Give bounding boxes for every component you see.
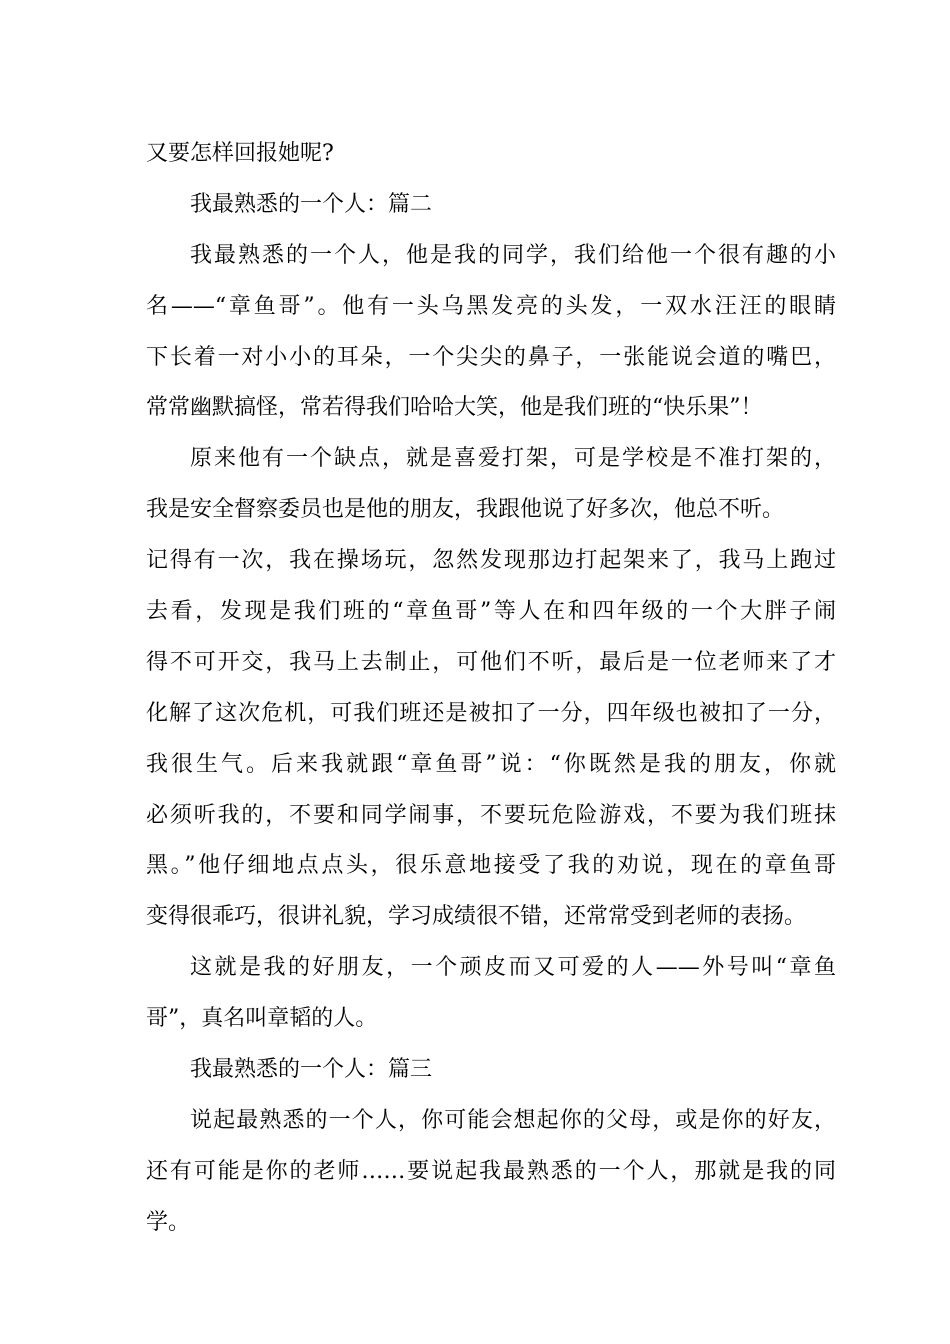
paragraph-first-line: 说起最熟悉的一个人，你可能会想起你的父母，或是你的好友， (190, 1107, 836, 1133)
document-body (146, 129, 836, 1249)
text-line: 下长着一对小小的耳朵，一个尖尖的鼻子，一张能说会道的嘴巴， (146, 344, 836, 370)
text-line: 常常幽默搞怪，常若得我们哈哈大笑，他是我们班的“快乐果”！ (146, 395, 763, 421)
text-line: 还有可能是你的老师……要说起我最熟悉的一个人，那就是我的同 (146, 1158, 836, 1184)
paragraph-first-line: 我最熟悉的一个人，他是我的同学，我们给他一个很有趣的小 (190, 242, 836, 268)
text-line: 去看，发现是我们班的“章鱼哥”等人在和四年级的一个大胖子闹 (146, 599, 836, 625)
text-line: 得不可开交，我马上去制止，可他们不听，最后是一位老师来了才 (146, 649, 836, 675)
text-line: 我是安全督察委员也是他的朋友，我跟他说了好多次，他总不听。 (146, 497, 785, 523)
text-line: 又要怎样回报她呢? (146, 141, 334, 166)
text-line: 名——“章鱼哥”。他有一头乌黑发亮的头发，一双水汪汪的眼睛 (146, 293, 836, 319)
paragraph-first-line: 我最熟悉的一个人：篇三 (190, 1057, 433, 1083)
paragraph-first-line: 我最熟悉的一个人：篇二 (190, 191, 433, 217)
text-line: 哥”，真名叫章韬的人。 (146, 1006, 378, 1032)
paragraph-first-line: 这就是我的好朋友，一个顽皮而又可爱的人——外号叫“章鱼 (190, 955, 836, 981)
text-line: 化解了这次危机，可我们班还是被扣了一分，四年级也被扣了一分， (146, 700, 836, 726)
text-line: 记得有一次，我在操场玩，忽然发现那边打起架来了，我马上跑过 (146, 548, 836, 574)
text-line: 我很生气。后来我就跟“章鱼哥”说：“你既然是我的朋友，你就 (146, 751, 836, 777)
paragraph-first-line: 原来他有一个缺点，就是喜爱打架，可是学校是不准打架的， (190, 446, 836, 472)
text-line: 变得很乖巧，很讲礼貌，学习成绩很不错，还常常受到老师的表扬。 (146, 904, 807, 930)
text-line: 必须听我的，不要和同学闹事，不要玩危险游戏，不要为我们班抹 (146, 802, 836, 828)
text-line: 黑。”他仔细地点点头，很乐意地接受了我的劝说，现在的章鱼哥 (146, 853, 836, 879)
text-line: 学。 (146, 1209, 191, 1235)
